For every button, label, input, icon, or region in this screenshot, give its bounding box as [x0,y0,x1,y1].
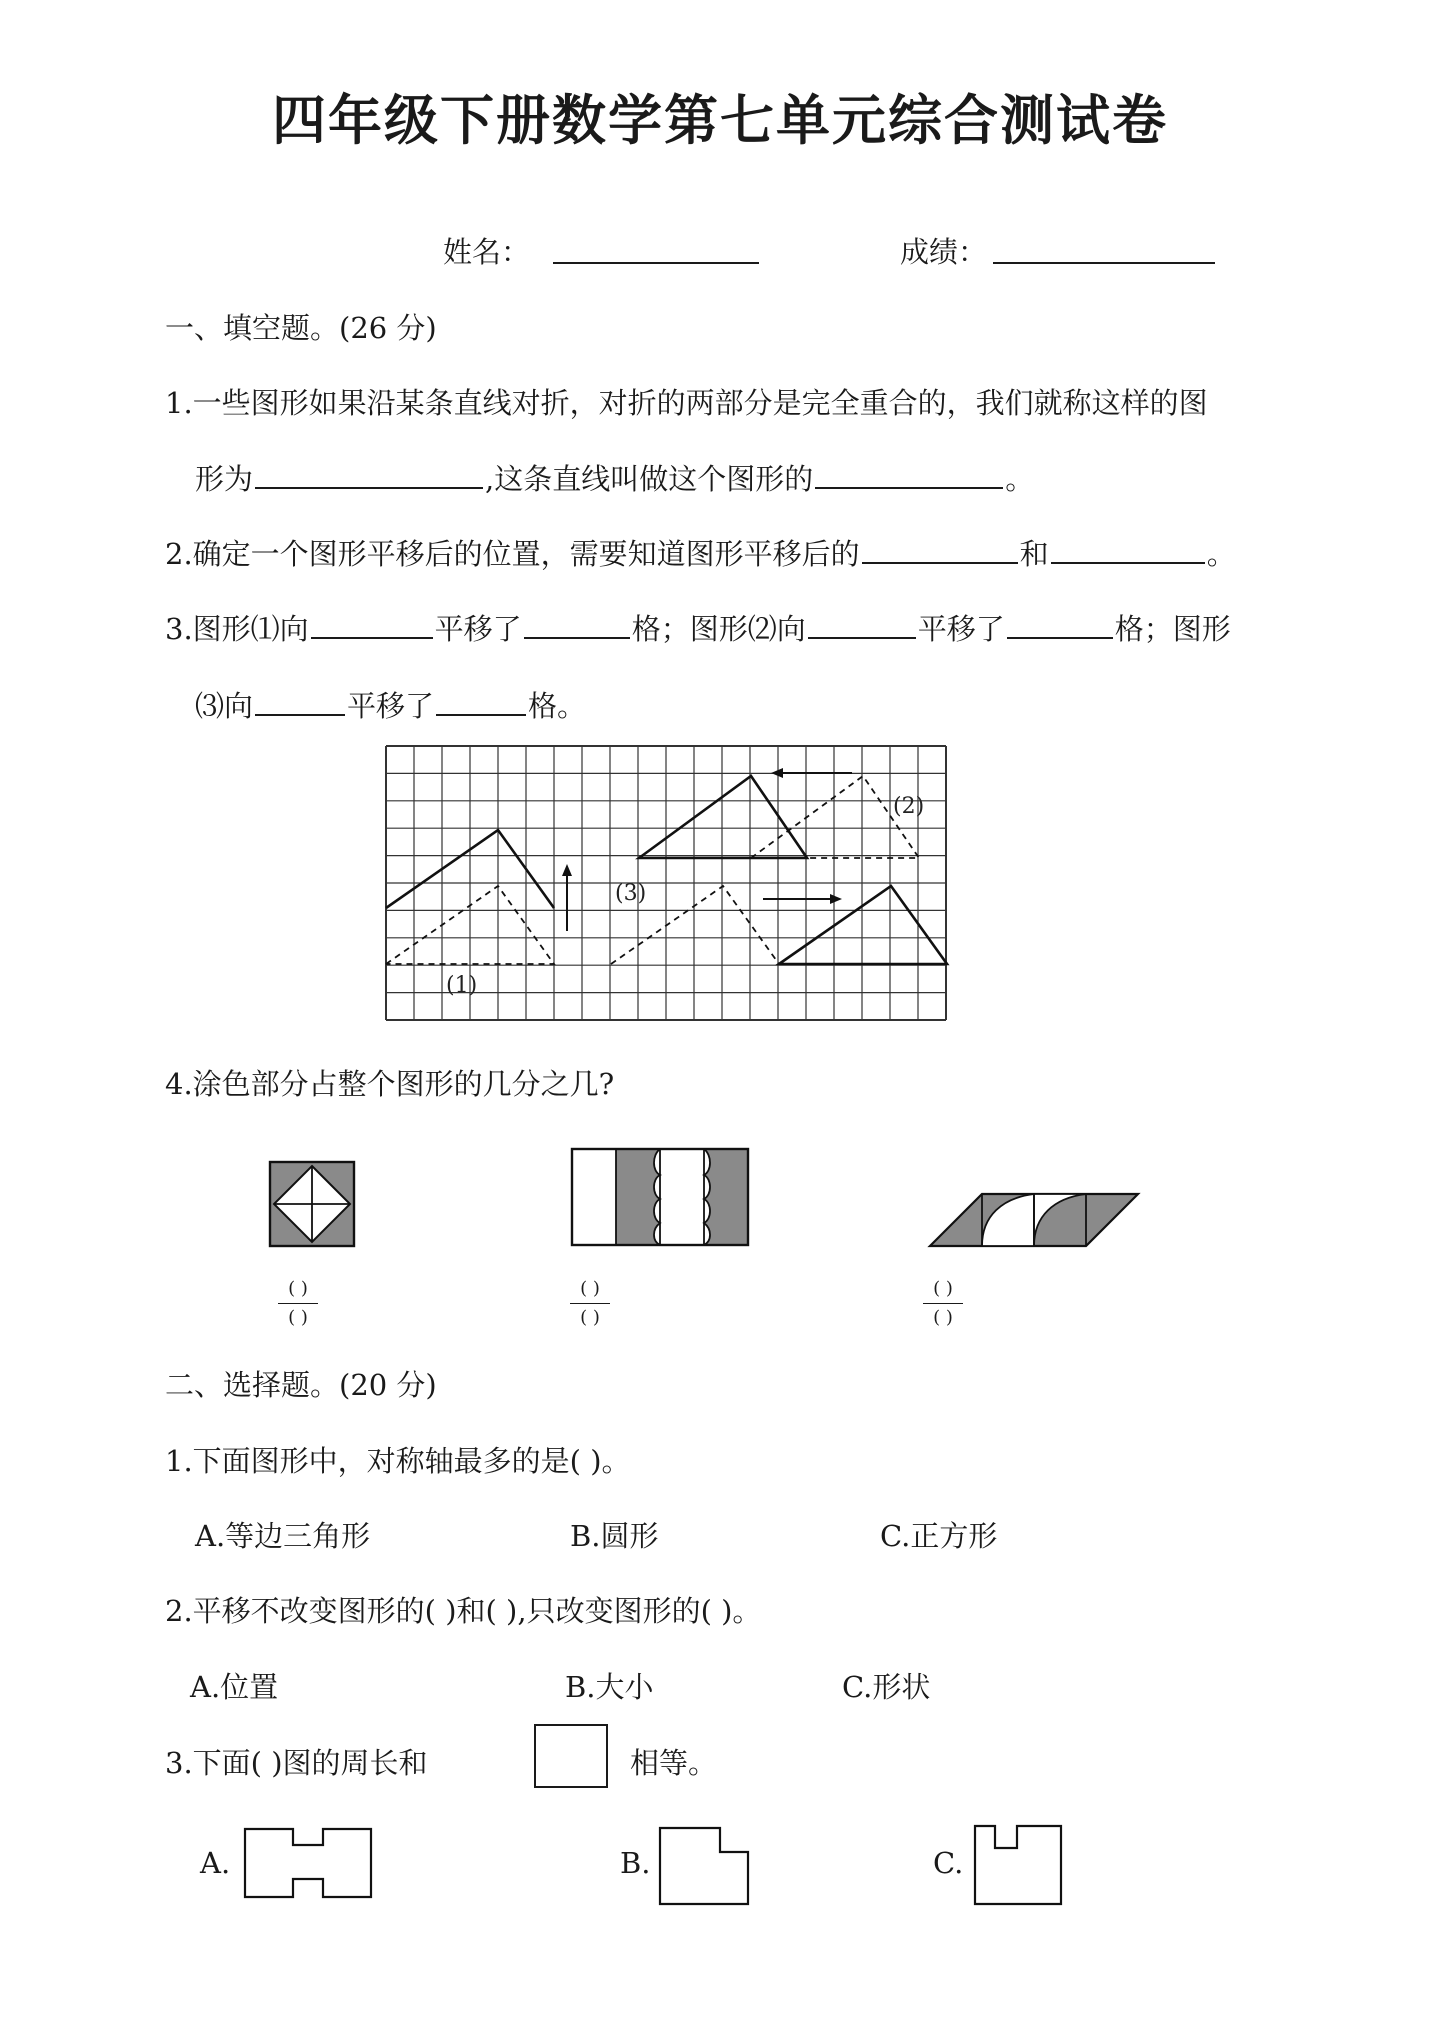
answer-blank[interactable] [311,611,433,639]
q1-line2: 形为 ,这条直线叫做这个图形的 。 [195,462,1035,496]
name-label: 姓名： [443,235,531,269]
s2-q3-text-a: 3.下面( )图的周长和 [165,1746,428,1780]
answer-blank[interactable] [862,536,1018,564]
answer-blank[interactable] [255,461,483,489]
grid-label-2: (2) [893,794,925,819]
q1-line1: 1.一些图形如果沿某条直线对折，对折的两部分是完全重合的，我们就称这样的图 [165,386,1208,420]
fraction-answer-3[interactable]: ( ) ( ) [913,1278,973,1329]
score-field-row [900,232,987,272]
answer-blank[interactable] [524,611,630,639]
translation-grid-figure [386,746,950,1020]
shape-2-moved [639,776,807,858]
arrow-up-head-icon [562,864,572,876]
arrow-right-head-icon [830,894,842,904]
section2-heading: 二、选择题。(20 分) [165,1368,437,1402]
s2-q2-option-b[interactable]: B.大小 [565,1670,654,1704]
q3-line1: 3.图形⑴向 平移了 格；图形⑵向 平移了 格；图形 [165,612,1231,646]
score-label: 成绩： [900,235,988,269]
grid-label-1: (1) [446,973,478,998]
s2-q1-text: 1.下面图形中，对称轴最多的是( )。 [165,1444,631,1478]
arrow-left-head-icon [771,768,783,778]
name-field-row [443,232,530,272]
grid-label-3: (3) [615,881,647,906]
name-blank[interactable] [553,262,759,264]
option-c-shape[interactable] [973,1824,1063,1906]
shaded-square-figure [270,1162,354,1246]
answer-blank[interactable] [1007,611,1113,639]
shape-3-moved [779,886,947,964]
answer-blank[interactable] [808,611,916,639]
q2-line: 2.确定一个图形平移后的位置，需要知道图形平移后的 和 。 [165,537,1236,571]
s2-q2-option-a[interactable]: A.位置 [190,1670,279,1704]
fraction-answer-2[interactable]: ( ) ( ) [560,1278,620,1329]
fraction-answer-1[interactable]: ( ) ( ) [268,1278,328,1329]
shaded-parallelogram-figure [930,1194,1150,1246]
answer-blank[interactable] [1051,536,1205,564]
page-title: 四年级下册数学第七单元综合测试卷 [272,89,1168,152]
s2-q3-option-b[interactable]: B. [620,1846,651,1880]
s2-q1-option-b[interactable]: B.圆形 [570,1519,659,1553]
s2-q3-text-b: 相等。 [630,1746,718,1780]
q4-text: 4.涂色部分占整个图形的几分之几? [165,1067,615,1101]
s2-q3-option-c[interactable]: C. [933,1846,964,1880]
option-b-shape[interactable] [658,1826,750,1906]
option-a-shape[interactable] [243,1827,373,1899]
shaded-strips-figure [572,1149,748,1245]
answer-blank[interactable] [436,688,526,716]
section1-heading: 一、填空题。(26 分) [165,311,437,345]
s2-q2-text: 2.平移不改变图形的( )和( ),只改变图形的( )。 [165,1594,762,1628]
score-blank[interactable] [993,262,1215,264]
s2-q3-option-a[interactable]: A. [200,1846,231,1880]
s2-q1-option-c[interactable]: C.正方形 [880,1519,998,1553]
s2-q2-option-c[interactable]: C.形状 [842,1670,931,1704]
q3-line2: ⑶向 平移了 格。 [195,689,587,723]
answer-blank[interactable] [255,688,345,716]
reference-square-figure [534,1724,608,1788]
answer-blank[interactable] [815,461,1003,489]
s2-q1-option-a[interactable]: A.等边三角形 [195,1519,371,1553]
